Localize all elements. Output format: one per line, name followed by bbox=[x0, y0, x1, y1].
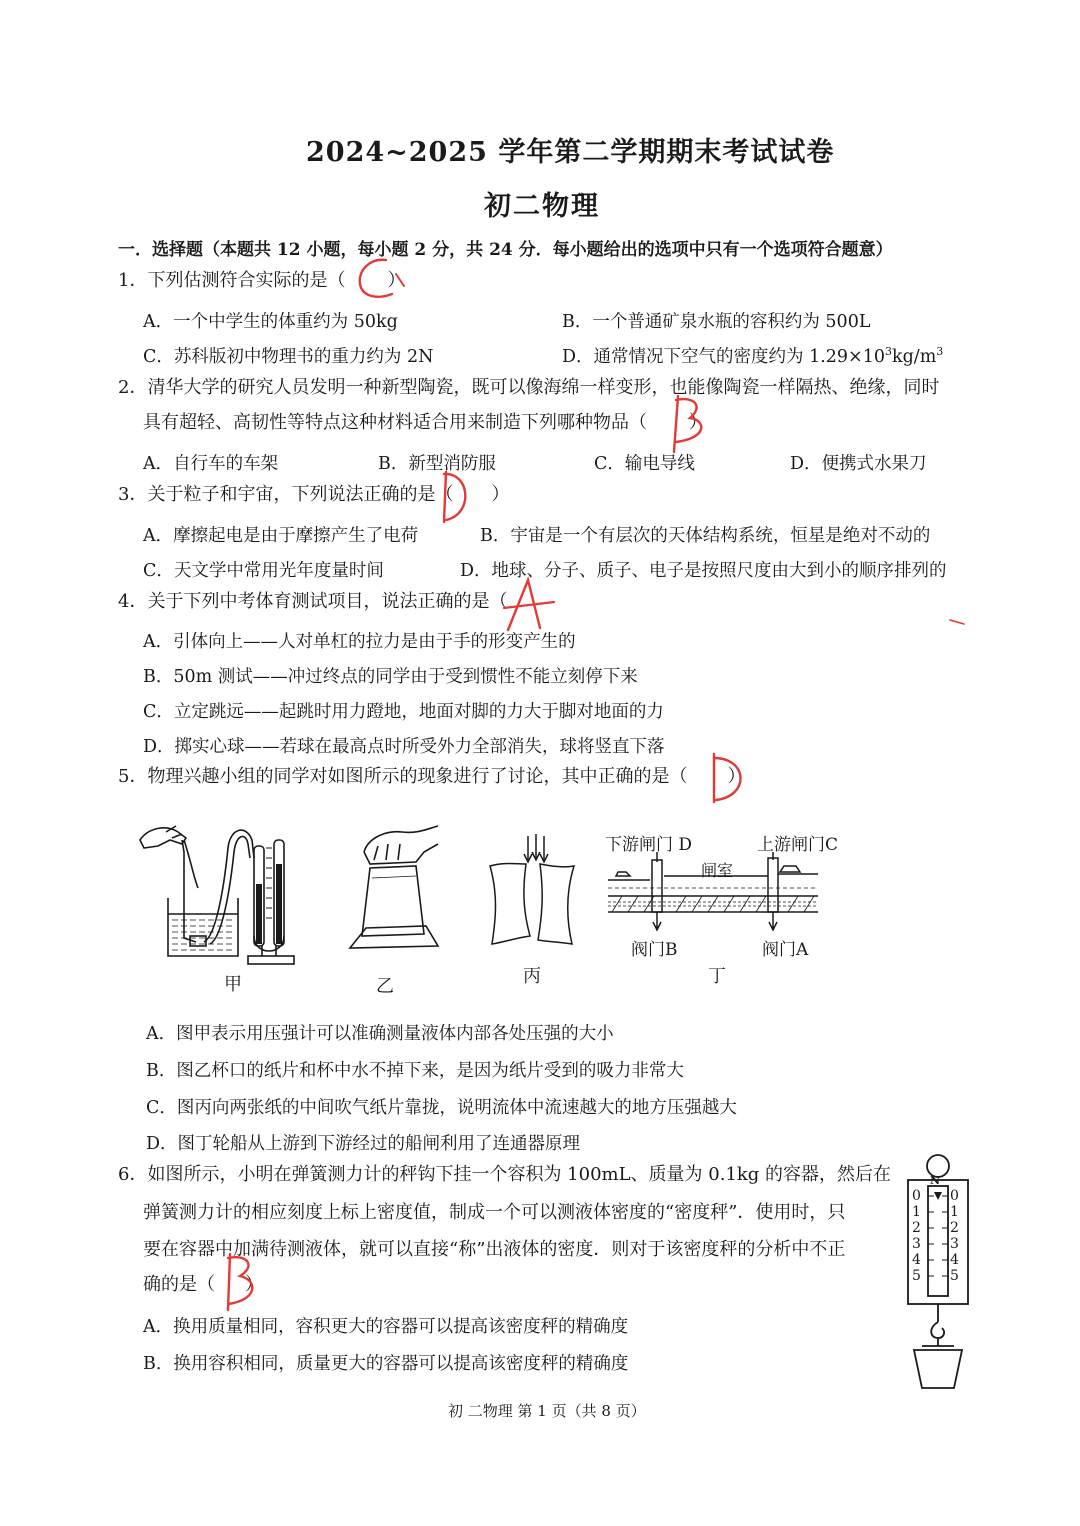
question-6-option-b: B．换用容积相同，质量更大的容器可以提高该密度秤的精确度 bbox=[143, 1354, 629, 1374]
lock-valve-b-label: 阀门B bbox=[631, 940, 678, 960]
spring-scale-unit: N bbox=[930, 1174, 941, 1187]
question-2-option-c: C．输电导线 bbox=[594, 454, 695, 474]
question-5-option-d: D．图丁轮船从上游到下游经过的船闸利用了连通器原理 bbox=[146, 1134, 581, 1154]
figure-bing-two-papers bbox=[486, 834, 578, 948]
section-heading: 一．选择题（本题共 12 小题，每小题 2 分，共 24 分．每小题给出的选项中只有一个选项符合题意） bbox=[118, 240, 893, 260]
question-5-option-b: B．图乙杯口的纸片和杯中水不掉下来，是因为纸片受到的吸力非常大 bbox=[146, 1061, 684, 1081]
question-6-stem-line-1: 6．如图所示，小明在弹簧测力计的秤钩下挂一个容积为 100mL、质量为 0.1kg 的容器，然后在 bbox=[118, 1164, 892, 1185]
question-4-stem: 4．关于下列中考体育测试项目，说法正确的是（ bbox=[118, 591, 508, 612]
question-2-stem-line-2: 具有超轻、高韧性等特点这种材料适合用来制造下列哪种物品（ ） bbox=[143, 412, 707, 433]
question-1-stem: 1．下列估测符合实际的是（ ） bbox=[118, 270, 406, 291]
question-5-option-c: C．图丙向两张纸的中间吹气纸片靠拢，说明流体中流速越大的地方压强越大 bbox=[146, 1098, 737, 1118]
question-4-option-d: D．掷实心球——若球在最高点时所受外力全部消失，球将竖直下落 bbox=[143, 737, 665, 757]
question-3-option-c: C．天文学中常用光年度量时间 bbox=[143, 561, 384, 581]
figure-yi-label: 乙 bbox=[376, 976, 394, 997]
figure-jia-label: 甲 bbox=[224, 974, 242, 995]
handwritten-answer-5 bbox=[704, 748, 754, 808]
question-4-option-b: B．50m 测试——冲过终点的同学由于受到惯性不能立刻停下来 bbox=[143, 667, 638, 687]
page-title: 2024~2025 学年第二学期期末考试试卷 bbox=[306, 137, 835, 168]
figure-ding-label: 丁 bbox=[708, 966, 726, 987]
handwritten-answer-2 bbox=[664, 392, 712, 456]
question-6-option-a: A．换用质量相同，容积更大的容器可以提高该密度秤的精确度 bbox=[143, 1317, 629, 1337]
lock-gate-d-label: 下游闸门 D bbox=[605, 835, 693, 855]
lock-chamber-label: 闸室 bbox=[701, 861, 734, 880]
question-3-option-b: B．宇宙是一个有层次的天体结构系统，恒星是绝对不动的 bbox=[480, 526, 931, 546]
question-5-option-a: A．图甲表示用压强计可以准确测量液体内部各处压强的大小 bbox=[146, 1024, 614, 1044]
figure-bing-label: 丙 bbox=[523, 966, 541, 987]
question-6-stem-line-2: 弹簧测力计的相应刻度上标上密度值，制成一个可以测液体密度的“密度秤”．使用时，只 bbox=[143, 1202, 846, 1223]
figure-ding-ship-lock bbox=[608, 852, 818, 934]
lock-valve-a-label: 阀门A bbox=[762, 940, 809, 960]
handwritten-answer-1 bbox=[352, 254, 412, 306]
question-1-option-a: A．一个中学生的体重约为 50kg bbox=[143, 312, 398, 332]
figure-yi-cup-paper bbox=[346, 824, 442, 954]
question-3-stem: 3．关于粒子和宇宙，下列说法正确的是（ ） bbox=[118, 484, 510, 505]
question-2-option-d: D．便携式水果刀 bbox=[790, 454, 927, 474]
question-1-option-d: D．通常情况下空气的密度约为 $1.29\times 10^3kg/m^3$ bbox=[562, 345, 944, 367]
question-2-option-b: B．新型消防服 bbox=[378, 454, 496, 474]
lock-gate-c-label: 上游闸门C bbox=[757, 835, 839, 855]
question-4-option-c: C．立定跳远——起跳时用力蹬地，地面对脚的力大于脚对地面的力 bbox=[143, 702, 664, 722]
question-6-stem-line-4: 确的是（ ） bbox=[143, 1274, 263, 1295]
spring-scale-ticks-right: 0 1 2 3 4 5 bbox=[950, 1188, 959, 1284]
question-4-option-a: A．引体向上——人对单杠的拉力是由于手的形变产生的 bbox=[143, 632, 576, 652]
question-2-option-a: A．自行车的车架 bbox=[143, 454, 279, 474]
handwritten-answer-3 bbox=[432, 466, 482, 530]
page-footer: 初 二物理 第 1 页（共 8 页） bbox=[448, 1402, 646, 1420]
spring-scale-ticks-left: 0 1 2 3 4 5 bbox=[912, 1188, 921, 1284]
figure-jia-pressure-gauge bbox=[138, 818, 303, 968]
question-2-stem-line-1: 2．清华大学的研究人员发明一种新型陶瓷，既可以像海绵一样变形，也能像陶瓷一样隔热、绝缘，同时 bbox=[118, 377, 940, 398]
handwritten-answer-6 bbox=[218, 1250, 262, 1314]
question-5-stem: 5．物理兴趣小组的同学对如图所示的现象进行了讨论，其中正确的是（ ） bbox=[118, 766, 746, 787]
page-subtitle: 初二物理 bbox=[484, 191, 600, 222]
question-1-option-b: B．一个普通矿泉水瓶的容积约为 500L bbox=[562, 312, 871, 332]
handwritten-answer-4 bbox=[500, 574, 560, 634]
question-3-option-a: A．摩擦起电是由于摩擦产生了电荷 bbox=[143, 526, 419, 546]
question-6-stem-line-3: 要在容器中加满待测液体，就可以直接“称”出液体的密度．则对于该密度秤的分析中不正 bbox=[143, 1239, 846, 1260]
handwritten-stray-mark bbox=[948, 616, 968, 628]
question-1-option-c: C．苏科版初中物理书的重力约为 2N bbox=[143, 347, 434, 367]
question-3-option-d: D．地球、分子、质子、电子是按照尺度由大到小的顺序排列的 bbox=[460, 561, 947, 581]
